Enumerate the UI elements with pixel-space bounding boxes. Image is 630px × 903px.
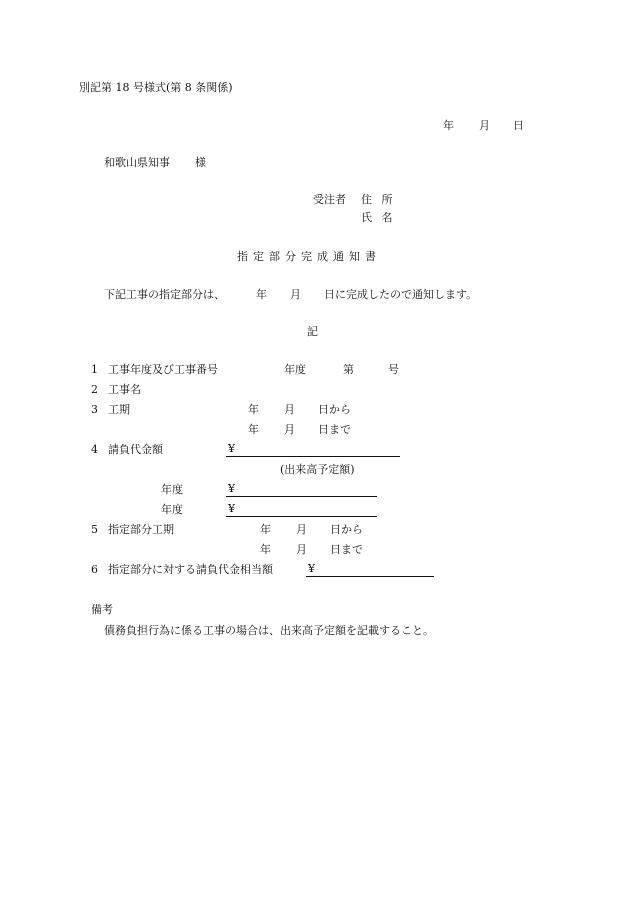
addressee-honorific: 様 (195, 156, 206, 169)
addressee-name: 和歌山県知事 (104, 156, 170, 169)
item-4-yen-1: ¥ (228, 482, 235, 495)
item-4-amount-line-1 (226, 496, 377, 497)
document-title: 指定部分完成通知書 (237, 250, 381, 263)
item-4-nendo-1: 年度 (161, 483, 183, 496)
item-6-amount-line (306, 576, 434, 577)
item-6-label: 指定部分に対する請負代金相当額 (108, 563, 273, 576)
item-1-label: 工事年度及び工事番号 (108, 363, 218, 376)
item-5-number: 5 (91, 523, 98, 536)
item-4-number: 4 (91, 443, 98, 456)
ki-heading: 記 (307, 325, 318, 338)
intro-text-2: 日に完成したので通知します。 (324, 288, 478, 301)
item-4-label: 請負代金額 (108, 443, 163, 456)
item-3-label: 工期 (108, 403, 130, 416)
item-5-month: 月 (296, 523, 307, 536)
intro-month: 月 (290, 288, 301, 301)
item-5-from: 日から (330, 523, 363, 536)
date-year-label: 年 (443, 119, 454, 132)
item-5-year-2: 年 (260, 543, 271, 556)
contractor-role: 受注者 (313, 193, 346, 206)
item-1-go: 号 (388, 363, 399, 376)
item-3-from: 日から (318, 403, 351, 416)
item-4-sub-label: (出来高予定額) (280, 463, 355, 476)
remarks-text: 債務負担行為に係る工事の場合は、出来高予定額を記載すること。 (104, 624, 434, 637)
item-1-dai: 第 (343, 363, 354, 376)
contractor-address-label: 住 所 (361, 193, 396, 206)
intro-year: 年 (256, 288, 267, 301)
item-3-month-2: 月 (284, 423, 295, 436)
item-1-nendo: 年度 (284, 363, 306, 376)
item-5-label: 指定部分工期 (108, 523, 174, 536)
item-4-yen: ¥ (228, 442, 235, 455)
item-3-to: 日まで (318, 423, 351, 436)
date-month-label: 月 (479, 119, 490, 132)
date-day-label: 日 (513, 119, 524, 132)
item-3-year: 年 (248, 403, 259, 416)
intro-text-1: 下記工事の指定部分は、 (104, 288, 225, 301)
item-6-yen: ¥ (308, 562, 315, 575)
item-3-month: 月 (284, 403, 295, 416)
item-5-year: 年 (260, 523, 271, 536)
remarks-heading: 備考 (91, 603, 113, 616)
item-4-amount-line-2 (226, 516, 377, 517)
item-1-number: 1 (91, 363, 98, 376)
item-4-yen-2: ¥ (228, 502, 235, 515)
contractor-name-label: 氏 名 (361, 211, 396, 224)
item-3-number: 3 (91, 403, 98, 416)
item-5-month-2: 月 (296, 543, 307, 556)
item-2-label: 工事名 (108, 383, 141, 396)
item-4-nendo-2: 年度 (161, 503, 183, 516)
item-5-to: 日まで (330, 543, 363, 556)
item-4-amount-line (226, 456, 400, 457)
item-2-number: 2 (91, 383, 98, 396)
form-label: 別記第 18 号様式(第 8 条関係) (79, 81, 233, 94)
item-3-year-2: 年 (248, 423, 259, 436)
item-6-number: 6 (91, 563, 98, 576)
